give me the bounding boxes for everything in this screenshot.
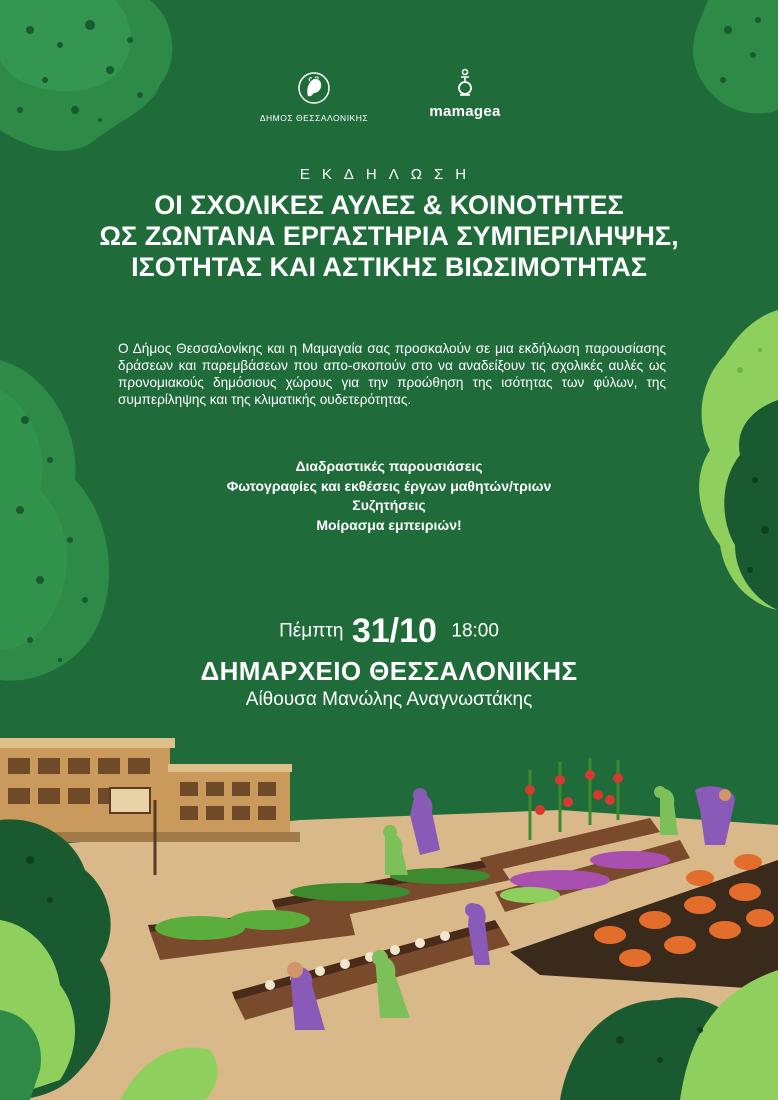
event-title-line-2: ΩΣ ΖΩΝΤΑΝΑ ΕΡΓΑΣΤΗΡΙΑ ΣΥΜΠΕΡΙΛΗΨΗΣ, (99, 221, 679, 251)
event-title-line-1: ΟΙ ΣΧΟΛΙΚΕΣ ΑΥΛΕΣ & ΚΟΙΝΟΤΗΤΕΣ (154, 190, 624, 220)
logo-bar (0, 70, 778, 130)
event-intro: Ο Δήμος Θεσσαλονίκης και η Μαμαγαία σας προσκαλούν σε μια εκδήλωση παρουσίασης δράσεων και παρεμβάσεων που απο-σκοπούν στο να αναδείξουν τις σχολικές αυλές ως προνομιακούς δημόσιους χώρους για την προώθηση της ισότητας των φύλων, της συμπερίληψης και της κλιματικής ουδετερότητας. (118, 341, 666, 407)
event-day: Πέμπτη (279, 620, 344, 642)
event-hall: Αίθουσα Μανώλης Αναγνωστάκης (245, 689, 533, 710)
city-seal-icon (296, 70, 332, 106)
mamagea-mark-icon (454, 68, 476, 98)
event-time: 18:00 (451, 620, 499, 642)
highlight-item: Μοίρασμα εμπειριών! (316, 516, 462, 533)
event-title-line-3: ΙΣΟΤΗΤΑΣ ΚΑΙ ΑΣΤΙΚΗΣ ΒΙΩΣΙΜΟΤΗΤΑΣ (131, 252, 647, 282)
mamagea-logo-name: mamagea (429, 103, 501, 120)
event-venue: ΔΗΜΑΡΧΕΙΟ ΘΕΣΣΑΛΟΝΙΚΗΣ (200, 656, 578, 686)
event-title (20, 190, 758, 283)
school-garden-illustration (0, 700, 778, 1100)
event-date: 31/10 (351, 612, 437, 650)
city-logo (258, 70, 370, 123)
event-kicker: ΕΚΔΗΛΩΣΗ (299, 166, 479, 183)
mamagea-logo (420, 68, 510, 120)
highlight-item: Συζητήσεις (352, 497, 426, 513)
event-highlights (0, 457, 778, 535)
event-datetime (0, 612, 778, 651)
highlight-item: Διαδραστικές παρουσιάσεις (295, 458, 483, 474)
city-logo-name: ΔΗΜΟΣ ΘΕΣΣΑΛΟΝΙΚΗΣ (259, 113, 369, 123)
highlight-item: Φωτογραφίες και εκθέσεις έργων μαθητών/τριων (226, 477, 552, 494)
